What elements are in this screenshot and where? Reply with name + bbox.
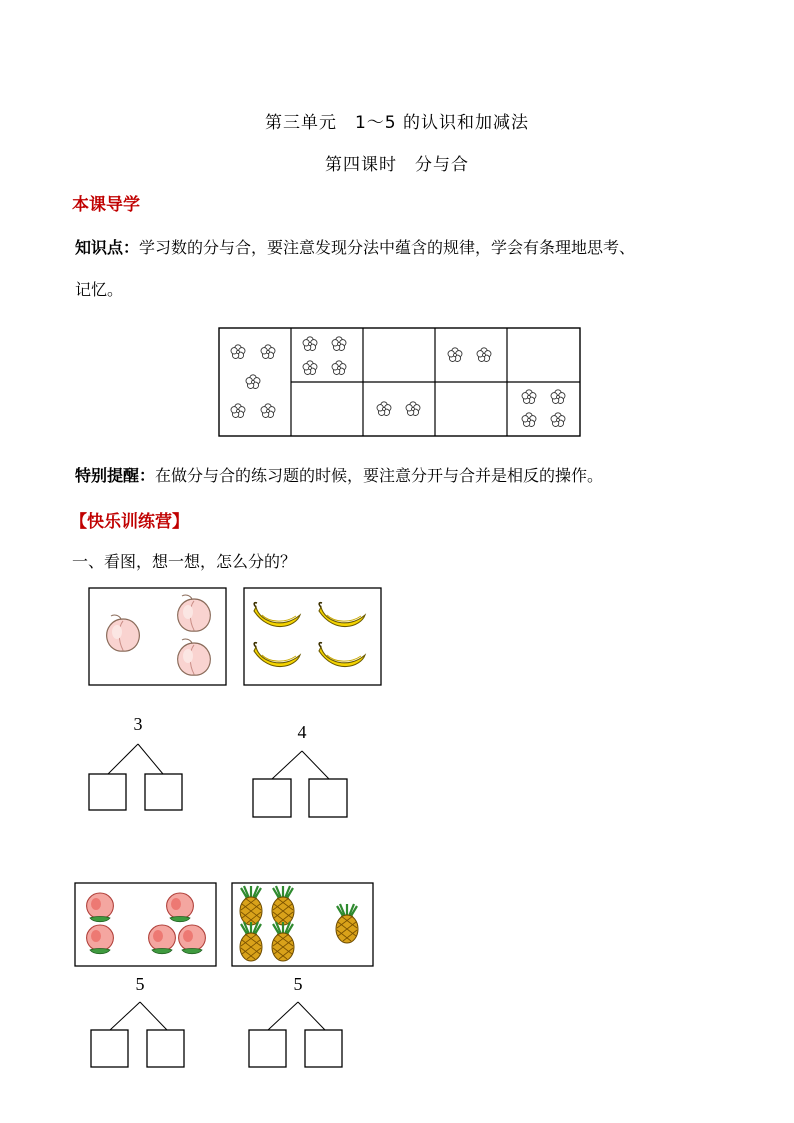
pineapple-icon <box>272 922 294 961</box>
section-heading-guide: 本课导学 <box>72 195 140 215</box>
tree-4-total: 5 <box>293 974 303 994</box>
peach-icon <box>87 925 114 954</box>
split-tree-3 <box>90 996 190 1072</box>
reminder-label: 特别提醒： <box>75 466 156 485</box>
flower-split-table <box>218 327 582 439</box>
tree-3-total: 5 <box>135 974 145 994</box>
picture-peaches-5 <box>74 882 218 968</box>
answer-box-right[interactable] <box>147 1030 184 1067</box>
pineapple-icon <box>240 886 262 925</box>
picture-peaches-3 <box>88 587 227 686</box>
split-tree-2 <box>252 743 352 821</box>
peach-icon <box>149 925 176 954</box>
section-heading-practice: 【快乐训练营】 <box>70 512 189 532</box>
picture-bananas-4 <box>243 587 382 686</box>
knowledge-text: 学习数的分与合，要注意发现分法中蕴含的规律，学会有条理地思考、 <box>139 238 636 257</box>
answer-box-left[interactable] <box>89 774 126 810</box>
knowledge-text-continued: 记忆。 <box>75 280 124 299</box>
picture-pineapples-5 <box>231 882 375 968</box>
peach-icon <box>167 893 194 922</box>
answer-box-right[interactable] <box>145 774 182 810</box>
knowledge-paragraph <box>75 235 635 258</box>
answer-box-left[interactable] <box>249 1030 286 1067</box>
answer-box-right[interactable] <box>309 779 347 817</box>
reminder-paragraph <box>75 463 603 486</box>
split-tree-4 <box>248 996 348 1072</box>
lesson-title: 第四课时 分与合 <box>325 155 469 175</box>
answer-box-left[interactable] <box>91 1030 128 1067</box>
answer-box-left[interactable] <box>253 779 291 817</box>
knowledge-label: 知识点： <box>75 238 140 257</box>
question-1: 一、看图，想一想，怎么分的？ <box>72 552 297 571</box>
peach-icon <box>179 925 206 954</box>
unit-title: 第三单元 1～5 的认识和加减法 <box>264 113 530 133</box>
reminder-text: 在做分与合的练习题的时候，要注意分开与合并是相反的操作。 <box>155 466 604 485</box>
answer-box-right[interactable] <box>305 1030 342 1067</box>
tree-2-total: 4 <box>297 722 307 742</box>
pineapple-icon <box>240 922 262 961</box>
pineapple-icon <box>272 886 294 925</box>
pineapple-icon <box>336 904 358 943</box>
peach-icon <box>87 893 114 922</box>
split-tree-1 <box>88 736 188 812</box>
tree-1-total: 3 <box>133 714 143 734</box>
